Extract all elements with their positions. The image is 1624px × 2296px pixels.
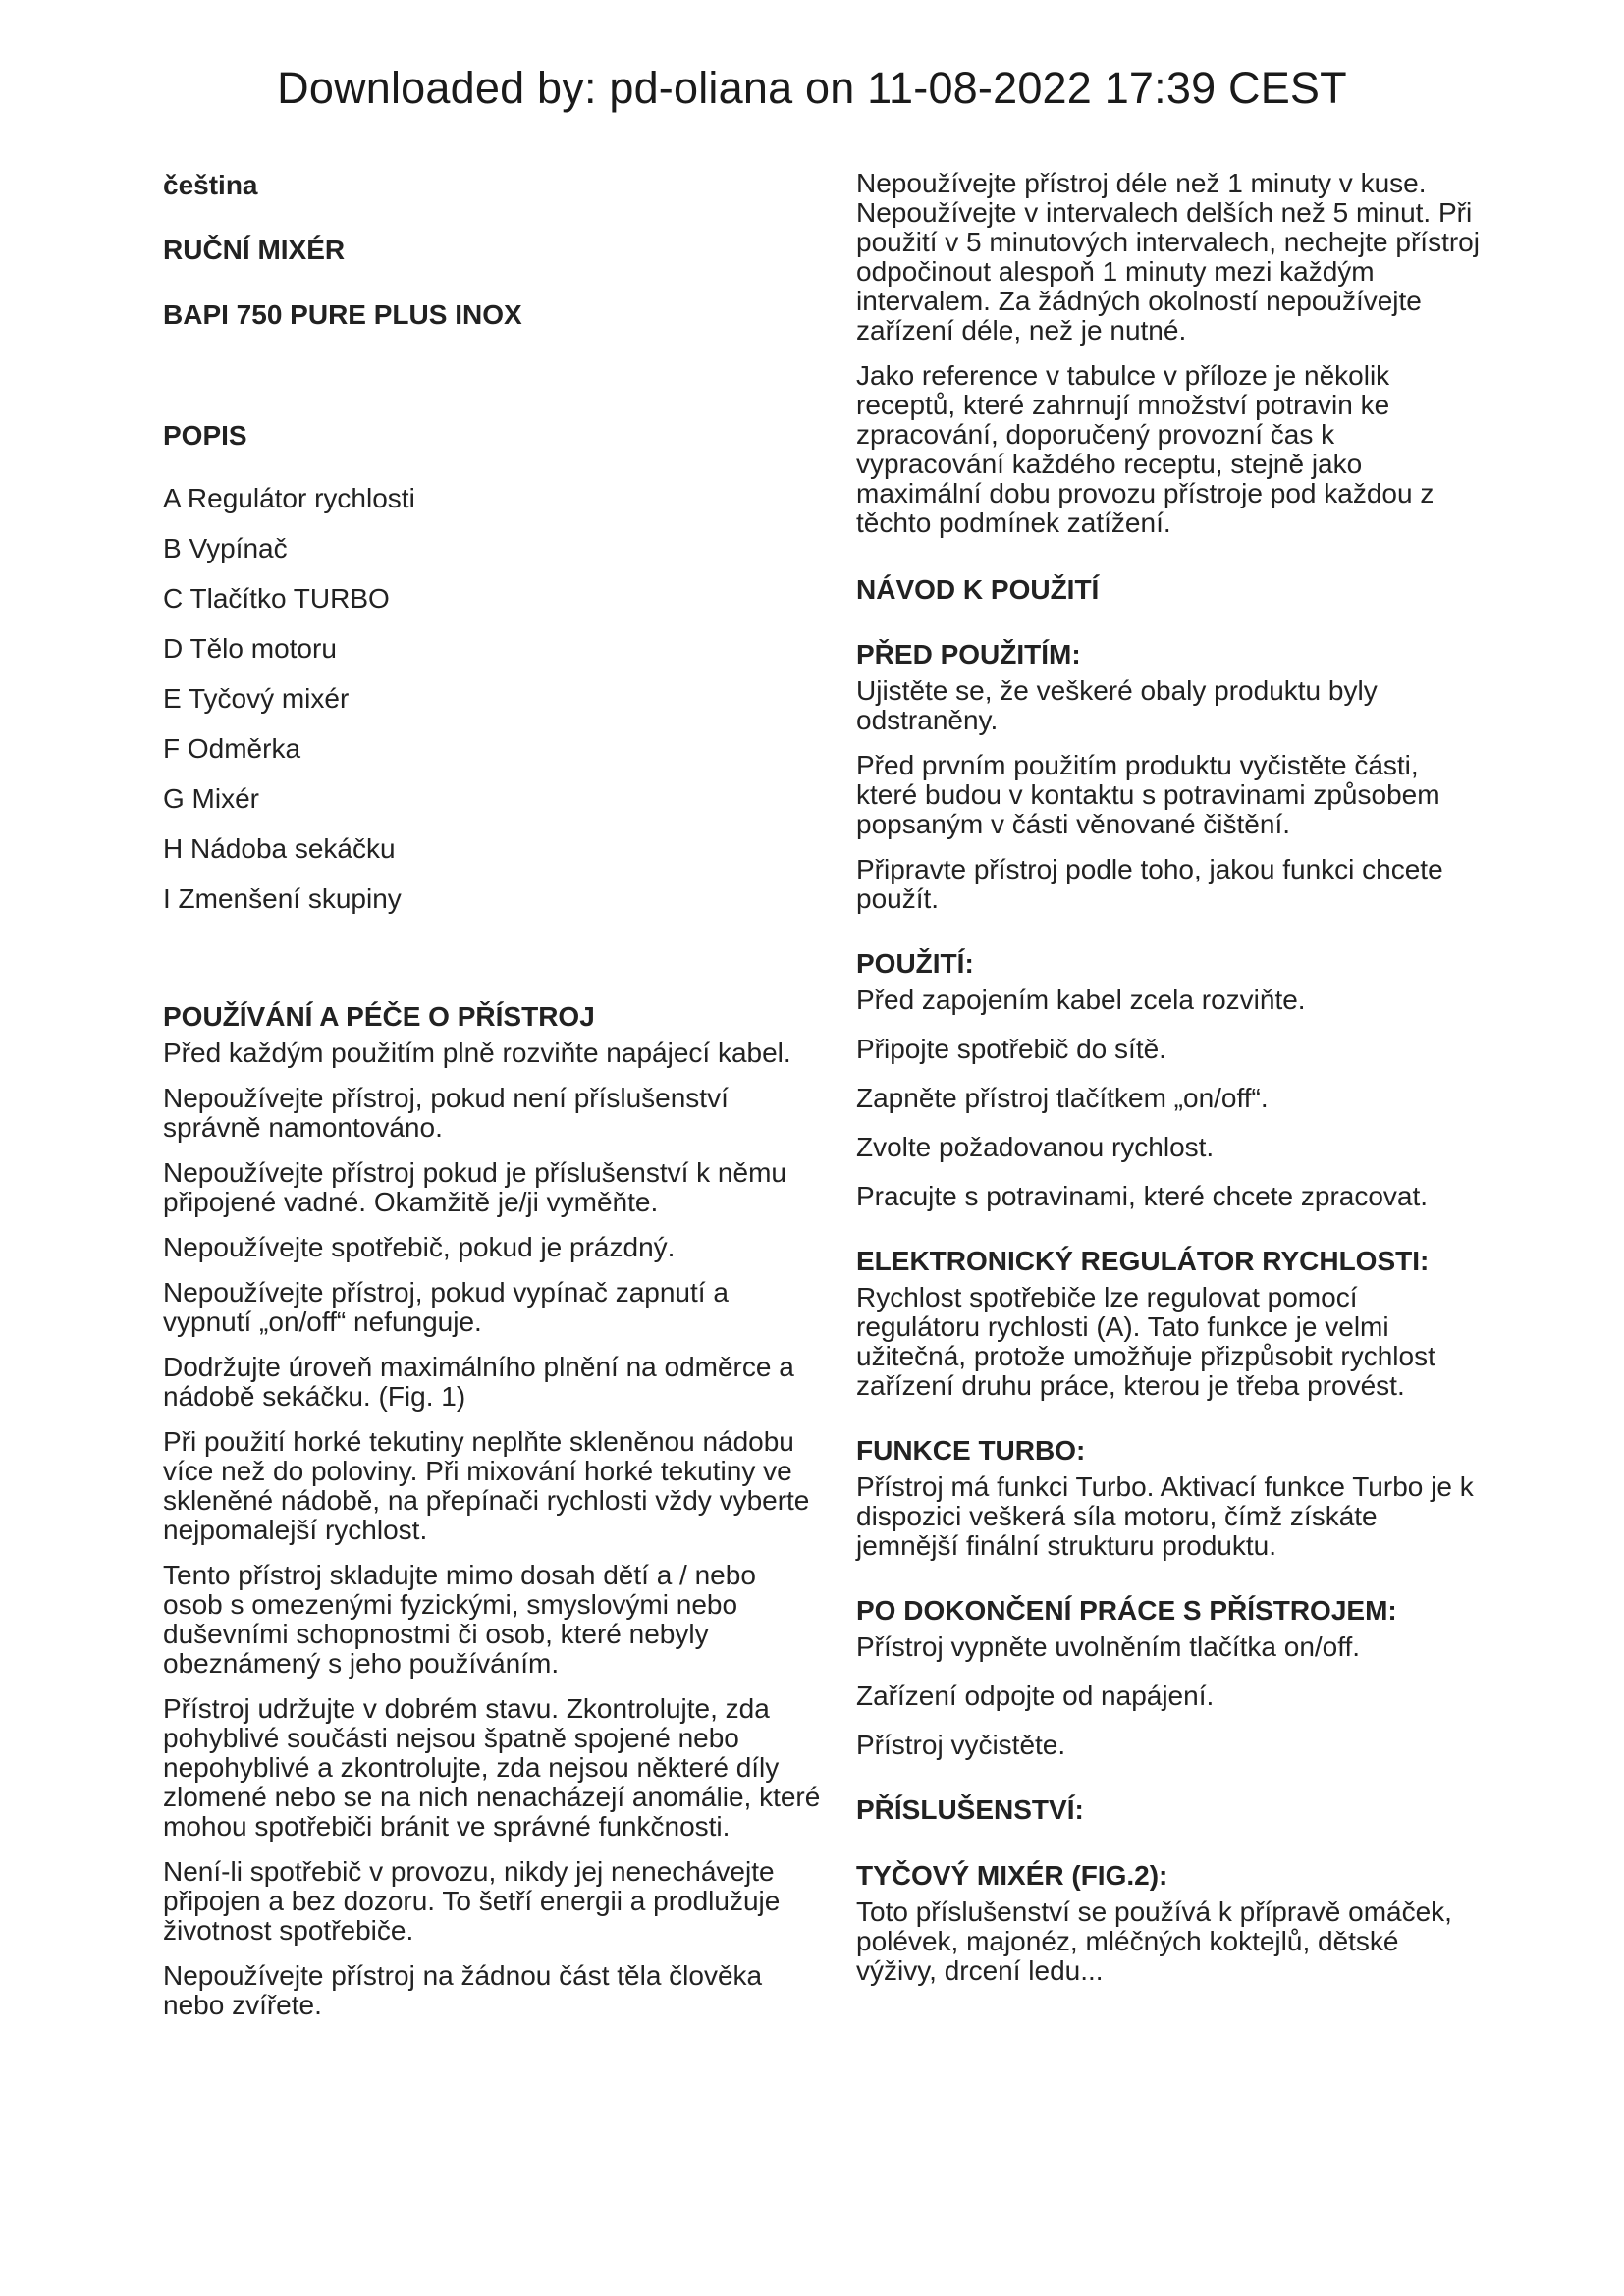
dokonceni-step: Přístroj vyčistěte. — [856, 1730, 1066, 1760]
intro-paragraph: Jako reference v tabulce v příloze je několik receptů, které zahrnují množství potravin ke zpracování, doporučený provozní čas k vypracování každého receptu, stejně jako maximální dobu provozu přístroje pod každou z těchto podmínek zatížení. — [856, 360, 1435, 538]
pouziti-heading: POUŽITÍ: — [856, 948, 974, 979]
part-item: F Odměrka — [163, 733, 301, 764]
part-item: I Zmenšení skupiny — [163, 883, 402, 914]
pouziti-step: Připojte spotřebič do sítě. — [856, 1034, 1166, 1064]
care-paragraph: Tento přístroj skladujte mimo dosah dětí a / nebo osob s omezenými fyzickými, smyslovými nebo duševními schopnostmi či osob, které nebyly obeznámený s jeho používáním. — [163, 1560, 756, 1679]
part-item: A Regulátor rychlosti — [163, 483, 415, 513]
regulator-heading: ELEKTRONICKÝ REGULÁTOR RYCHLOSTI: — [856, 1246, 1430, 1276]
parts-list — [163, 484, 821, 914]
care-paragraph: Nepoužívejte přístroj, pokud není příslušenství správně namontováno. — [163, 1083, 729, 1143]
dokonceni-step: Přístroj vypněte uvolněním tlačítka on/off. — [856, 1631, 1361, 1662]
care-paragraph: Přístroj udržujte v dobrém stavu. Zkontrolujte, zda pohyblivé součásti nejsou špatně spojené nebo nepohyblivé a zkontrolujte, zda nejsou některé díly zlomené nebo se na nich nenacházejí anomálie, které mohou spotřebiči bránit ve správné funkčnosti. — [163, 1693, 821, 1842]
intro-paragraph: Nepoužívejte přístroj déle než 1 minuty v kuse. Nepoužívejte v intervalech delších než 5 minut. Při použití v 5 minutových intervalech, nechejte přístroj odpočinout alespoň 1 minuty mezi každým intervalem. Za žádných okolností nepoužívejte zařízení déle, než je nutné. — [856, 168, 1480, 346]
care-paragraph: Před každým použitím plně rozviňte napájecí kabel. — [163, 1038, 791, 1068]
part-item: B Vypínač — [163, 533, 288, 563]
pouziti-step: Zapněte přístroj tlačítkem „on/off“. — [856, 1083, 1269, 1113]
turbo-heading: FUNKCE TURBO: — [856, 1435, 1086, 1466]
right-column — [856, 169, 1485, 1986]
care-paragraph: Nepoužívejte přístroj pokud je příslušenství k němu připojené vadné. Okamžitě je/ji vyměňte. — [163, 1157, 786, 1217]
part-item: G Mixér — [163, 783, 259, 814]
prislusenstvi-heading: PŘÍSLUŠENSTVÍ: — [856, 1794, 1084, 1825]
left-column — [163, 169, 821, 2020]
dokonceni-heading: PO DOKONČENÍ PRÁCE S PŘÍSTROJEM: — [856, 1595, 1397, 1626]
turbo-paragraph: Přístroj má funkci Turbo. Aktivací funkce Turbo je k dispozici veškerá síla motoru, čímž získáte jemnější finální strukturu produktu. — [856, 1471, 1474, 1561]
tycovy-heading: TYČOVÝ MIXÉR (FIG.2): — [856, 1860, 1168, 1891]
part-item: D Tělo motoru — [163, 633, 337, 664]
care-paragraph: Nepoužívejte spotřebič, pokud je prázdný. — [163, 1232, 676, 1262]
product-type: RUČNÍ MIXÉR — [163, 235, 346, 265]
care-paragraph: Dodržujte úroveň maximálního plnění na odměrce a nádobě sekáčku. (Fig. 1) — [163, 1352, 794, 1412]
care-paragraph: Nepoužívejte přístroj, pokud vypínač zapnutí a vypnutí „on/off“ nefunguje. — [163, 1277, 729, 1337]
care-paragraph: Není-li spotřebič v provozu, nikdy jej nenechávejte připojen a bez dozoru. To šetří energii a prodlužuje životnost spotřebiče. — [163, 1856, 781, 1946]
pred-paragraph: Připravte přístroj podle toho, jakou funkci chcete použít. — [856, 854, 1443, 914]
tycovy-paragraph: Toto příslušenství se používá k přípravě omáček, polévek, majonéz, mléčných koktejlů, dětské výživy, drcení ledu... — [856, 1896, 1452, 1986]
care-paragraph: Při použití horké tekutiny neplňte skleněnou nádobu více než do poloviny. Při mixování horké tekutiny ve skleněné nádobě, na přepínači rychlosti vždy vyberte nejpomalejší rychlost. — [163, 1426, 810, 1545]
pouziti-step: Před zapojením kabel zcela rozviňte. — [856, 985, 1306, 1015]
part-item: E Tyčový mixér — [163, 683, 350, 714]
care-heading: POUŽÍVÁNÍ A PÉČE O PŘÍSTROJ — [163, 1001, 595, 1032]
pouziti-step: Zvolte požadovanou rychlost. — [856, 1132, 1215, 1162]
pred-heading: PŘED POUŽITÍM: — [856, 639, 1081, 669]
model-name: BAPI 750 PURE PLUS INOX — [163, 299, 522, 330]
language-label: čeština — [163, 170, 258, 200]
regulator-paragraph: Rychlost spotřebiče lze regulovat pomocí regulátoru rychlosti (A). Tato funkce je velmi užitečná, protože umožňuje přizpůsobit rychlost zařízení druhu práce, kterou je třeba provést. — [856, 1282, 1435, 1401]
pouziti-step: Pracujte s potravinami, které chcete zpracovat. — [856, 1181, 1429, 1211]
popis-heading: POPIS — [163, 420, 247, 451]
care-paragraph: Nepoužívejte přístroj na žádnou část těla člověka nebo zvířete. — [163, 1960, 763, 2020]
part-item: H Nádoba sekáčku — [163, 833, 396, 864]
care-section — [163, 1039, 821, 2020]
dokonceni-step: Zařízení odpojte od napájení. — [856, 1681, 1215, 1711]
pred-paragraph: Ujistěte se, že veškeré obaly produktu byly odstraněny. — [856, 675, 1378, 735]
download-header: Downloaded by: pd-oliana on 11-08-2022 17:39 CEST — [277, 63, 1347, 113]
part-item: C Tlačítko TURBO — [163, 583, 390, 614]
navod-heading: NÁVOD K POUŽITÍ — [856, 574, 1100, 605]
pred-paragraph: Před prvním použitím produktu vyčistěte části, které budou v kontaktu s potravinami způsobem popsaným v části věnované čištění. — [856, 750, 1440, 839]
